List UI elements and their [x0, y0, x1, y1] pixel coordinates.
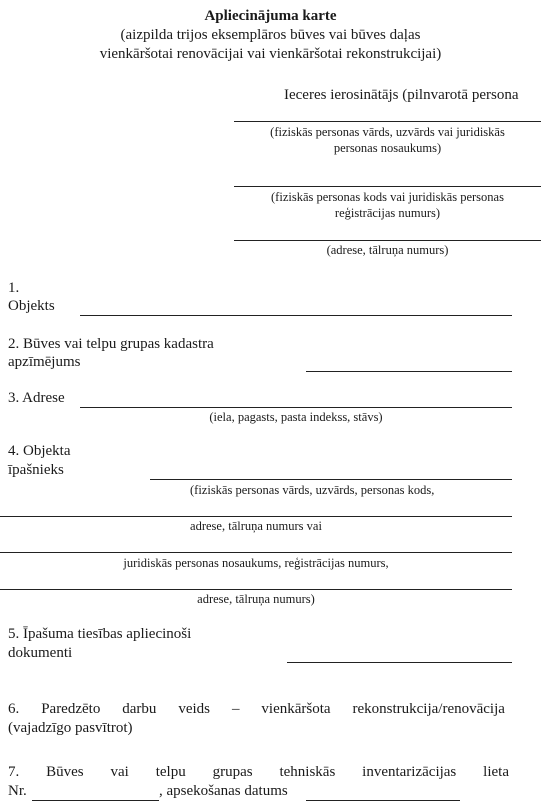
applicant-name-hint-1: (fiziskās personas vārds, uzvārds vai juridiskās	[270, 125, 505, 139]
field-4-line-2[interactable]	[0, 516, 512, 517]
applicant-heading: Ieceres ierosinātājs (pilnvarotā persona	[284, 87, 519, 103]
page-title: Apliecinājuma karte	[204, 8, 337, 24]
field-1-label: Objekts	[8, 298, 55, 314]
field-7-word: lieta	[483, 764, 509, 780]
field-6-word: darbu	[122, 701, 157, 717]
field-4-hint-4: adrese, tālruņa numurs)	[197, 592, 315, 606]
subtitle-line-1: (aizpilda trijos eksemplāros būves vai būves daļas	[120, 27, 421, 43]
field-5-label-2: dokumenti	[8, 645, 73, 661]
field-7-word: tehniskās	[279, 764, 336, 780]
field-2-label-1: 2. Būves vai telpu grupas kadastra	[8, 336, 214, 352]
field-7-word: inventarizācijas	[362, 764, 457, 780]
field-6-word: Paredzēto	[41, 701, 101, 717]
field-3-hint: (iela, pagasts, pasta indekss, stāvs)	[209, 410, 383, 424]
field-1-number: 1.	[8, 280, 20, 296]
field-7-nr-line[interactable]	[32, 800, 159, 801]
field-4-line-4[interactable]	[0, 589, 512, 590]
field-4-hint-1: (fiziskās personas vārds, uzvārds, personas kods,	[190, 483, 435, 497]
applicant-code-line[interactable]	[234, 186, 541, 187]
applicant-address-line[interactable]	[234, 240, 541, 241]
applicant-code-hint-1: (fiziskās personas kods vai juridiskās personas	[271, 190, 504, 204]
field-4-line-1[interactable]	[150, 479, 512, 480]
field-4-label-2: īpašnieks	[8, 462, 64, 478]
field-6-line-2: (vajadzīgo pasvītrot)	[8, 720, 133, 736]
field-4-line-3[interactable]	[0, 552, 512, 553]
applicant-name-hint-2: personas nosaukums)	[333, 141, 442, 155]
applicant-name-line[interactable]	[234, 121, 541, 122]
field-6-word: veids	[178, 701, 211, 717]
field-7-nr-label: Nr.	[8, 783, 27, 799]
field-5-line[interactable]	[287, 662, 512, 663]
field-7-word: grupas	[212, 764, 253, 780]
field-7-word: telpu	[155, 764, 186, 780]
field-5-label-1: 5. Īpašuma tiesības apliecinoši	[8, 626, 192, 642]
field-4-hint-3: juridiskās personas nosaukums, reģistrācijas numurs,	[123, 556, 389, 570]
field-4-label-1: 4. Objekta	[8, 443, 71, 459]
applicant-address-hint: (adrese, tālruņa numurs)	[326, 243, 449, 257]
applicant-code-hint-2: reģistrācijas numurs)	[334, 206, 441, 220]
field-7-line-1	[8, 764, 509, 781]
field-6-word: rekonstrukcija/renovācija	[352, 701, 505, 717]
field-7-date-line[interactable]	[306, 800, 460, 801]
field-2-label-2: apzīmējums	[8, 354, 81, 370]
field-7-word: 7.	[8, 764, 20, 780]
field-3-label: 3. Adrese	[8, 390, 65, 406]
field-6-word: 6.	[8, 701, 20, 717]
field-6-word: –	[231, 701, 240, 717]
field-6-line-1	[8, 701, 505, 718]
field-7-word: vai	[110, 764, 129, 780]
field-3-line[interactable]	[80, 407, 512, 408]
field-6-word: vienkāršota	[261, 701, 331, 717]
field-7-date-label: , apsekošanas datums	[159, 783, 288, 799]
field-2-line[interactable]	[306, 371, 512, 372]
subtitle-line-2: vienkāršotai renovācijai vai vienkāršotai rekonstrukcijai)	[99, 46, 442, 62]
field-1-line[interactable]	[80, 315, 512, 316]
field-4-hint-2: adrese, tālruņa numurs vai	[190, 519, 322, 533]
field-7-word: Būves	[46, 764, 84, 780]
